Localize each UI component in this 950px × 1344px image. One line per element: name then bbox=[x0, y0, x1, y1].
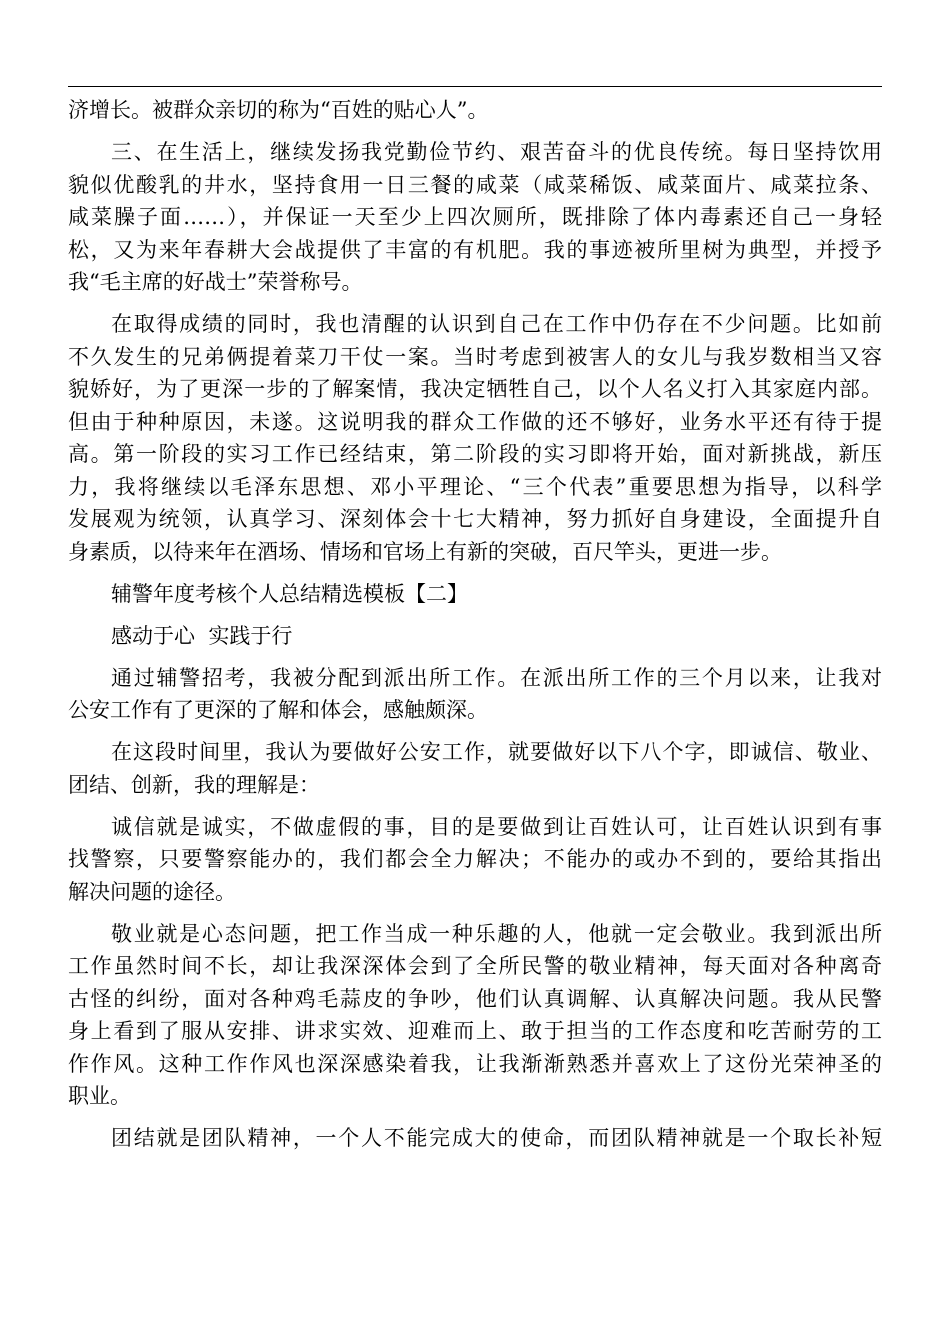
text-line: 身素质，以待来年在酒场、情场和官场上有新的突破，百尺竿头，更进一步。 bbox=[68, 539, 782, 564]
text-line: 我“毛主席的好战士”荣誉称号。 bbox=[68, 270, 363, 294]
text-line: 职业。 bbox=[68, 1084, 131, 1108]
section-subtitle-text: 感动于心 实践于行 bbox=[111, 623, 293, 648]
text-line: 团结就是团队精神，一个人不能完成大的使命，而团队精神就是一个取长补短 bbox=[111, 1126, 882, 1150]
section-subtitle bbox=[68, 620, 882, 653]
para-assignment bbox=[68, 662, 882, 727]
text-line: 在取得成绩的同时，我也清醒的认识到自己在工作中仍存在不少问题。比如前 bbox=[111, 312, 882, 336]
text-line: 团结、创新，我的理解是： bbox=[68, 772, 320, 797]
text-line: 力，我将继续以毛泽东思想、邓小平理论、“三个代表”重要思想为指导，以科学 bbox=[68, 474, 882, 499]
text-line: 发展观为统领，认真学习、深刻体会十七大精神，努力抓好自身建设，全面提升自 bbox=[68, 507, 882, 531]
text-line: 济增长。被群众亲切的称为“百姓的贴心人”。 bbox=[68, 98, 489, 122]
para-dedication bbox=[68, 918, 882, 1113]
text-line: 敬业就是心态问题，把工作当成一种乐趣的人，他就一定会敬业。我到派出所 bbox=[111, 921, 882, 946]
text-line: 古怪的纠纷，面对各种鸡毛蒜皮的争吵，他们认真调解、认真解决问题。我从民警 bbox=[68, 986, 882, 1011]
text-line: 公安工作有了更深的了解和体会，感触颇深。 bbox=[68, 698, 488, 722]
para-problems bbox=[68, 308, 882, 568]
section-title-text: 辅警年度考核个人总结精选模板【二】 bbox=[111, 581, 468, 606]
section-title bbox=[68, 578, 882, 611]
text-line: 不久发生的兄弟俩提着菜刀干仗一案。当时考虑到被害人的女儿与我岁数相当又容 bbox=[68, 344, 882, 369]
text-line: 咸菜臊子面……），并保证一天至少上四次厕所，既排除了体内毒素还自己一身轻 bbox=[68, 205, 882, 229]
text-line: 松，又为来年春耕大会战提供了丰富的有机肥。我的事迹被所里树为典型，并授予 bbox=[68, 237, 882, 262]
para-unity bbox=[68, 1122, 882, 1155]
text-line: 三、在生活上，继续发扬我党勤俭节约、艰苦奋斗的优良传统。每日坚持饮用 bbox=[111, 140, 882, 164]
document-body bbox=[68, 94, 882, 1155]
text-line: 通过辅警招考，我被分配到派出所工作。在派出所工作的三个月以来，让我对 bbox=[111, 665, 882, 690]
text-line: 在这段时间里，我认为要做好公安工作，就要做好以下八个字，即诚信、敬业、 bbox=[111, 740, 882, 764]
text-line: 但由于种种原因，未遂。这说明我的群众工作做的还不够好，业务水平还有待于提 bbox=[68, 409, 882, 434]
para-life bbox=[68, 136, 882, 299]
para-integrity bbox=[68, 811, 882, 909]
text-line: 貌娇好，为了更深一步的了解案情，我决定牺牲自己，以个人名义打入其家庭内部。 bbox=[68, 377, 882, 401]
text-line: 作作风。这种工作作风也深深感染着我，让我渐渐熟悉并喜欢上了这份光荣神圣的 bbox=[68, 1051, 882, 1076]
para-continued bbox=[68, 94, 882, 127]
header-rule bbox=[68, 86, 882, 87]
text-line: 貌似优酸乳的井水，坚持食用一日三餐的咸菜（咸菜稀饭、咸菜面片、咸菜拉条、 bbox=[68, 172, 882, 197]
text-line: 工作虽然时间不长，却让我深深体会到了全所民警的敬业精神，每天面对各种离奇 bbox=[68, 954, 882, 978]
text-line: 找警察，只要警察能办的，我们都会全力解决；不能办的或办不到的，要给其指出 bbox=[68, 847, 882, 871]
text-line: 高。第一阶段的实习工作已经结束，第二阶段的实习即将开始，面对新挑战，新压 bbox=[68, 442, 882, 466]
text-line: 解决问题的途径。 bbox=[68, 879, 236, 904]
text-line: 诚信就是诚实，不做虚假的事，目的是要做到让百姓认可，让百姓认识到有事 bbox=[111, 814, 882, 839]
para-eight-words bbox=[68, 736, 882, 801]
text-line: 身上看到了服从安排、讲求实效、迎难而上、敢于担当的工作态度和吃苦耐劳的工 bbox=[68, 1019, 882, 1043]
